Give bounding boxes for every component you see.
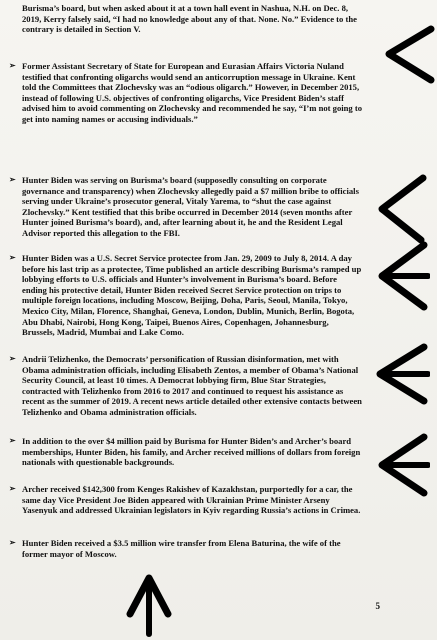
- page-number: 5: [375, 601, 380, 611]
- bullet-item-payments: [9, 436, 363, 468]
- bullet-arrow-icon: ➢: [9, 484, 16, 493]
- bullet-arrow-icon: ➢: [9, 354, 16, 363]
- bullet-item-rakishev: [9, 484, 363, 516]
- paragraph-text: Hunter Biden received a $3.5 million wire transfer from Elena Baturina, the wife of the former mayor of Moscow.: [22, 538, 341, 559]
- paragraph-text: Former Assistant Secretary of State for European and Eurasian Affairs Victoria Nuland testified that confronting oligarchs would send an anticorruption message in Ukraine. Kent told the Committees that Zlochevsky was an “odious oligarch.” However, in December 2015, instead of following U.S. objectives of confronting oligarchs, Vice President Biden’s staff advised him to avoid commenting on Zlochevsky and recommended he say, “I’m not going to get into naming names or accusing individuals.”: [22, 61, 363, 124]
- paragraph-continuation: [22, 3, 363, 35]
- bullet-arrow-icon: ➢: [9, 61, 16, 70]
- bullet-arrow-icon: ➢: [9, 436, 16, 445]
- bullet-arrow-icon: ➢: [9, 538, 16, 547]
- bullet-arrow-icon: ➢: [9, 175, 16, 184]
- bullet-arrow-icon: ➢: [9, 253, 16, 262]
- paragraph-text: Hunter Biden was serving on Burisma’s board (supposedly consulting on corporate governance and transparency) when Zlochevsky allegedly paid a $7 million bribe to officials serving under Ukraine’s prosecutor general, Vitaly Yarema, to “shut the case against Zlochevsky.” Kent testified that this bribe occurred in December 2014 (seven months after Hunter joined Burisma’s board), and, after learning about it, he and the Resident Legal Advisor reported this allegation to the FBI.: [22, 175, 359, 238]
- paragraph-text: Hunter Biden was a U.S. Secret Service protectee from Jan. 29, 2009 to July 8, 2014. A day before his last trip as a protectee, Time published an article describing Burisma’s ramped up lobbying efforts to U.S. officials and Hunter’s involvement in Burisma’s board. Before ending his protective detail, Hunter Biden received Secret Service protection on trips to multiple foreign locations, including Moscow, Beijing, Doha, Paris, Seoul, Manila, Tokyo, Mexico City, Milan, Florence, Shanghai, Geneva, London, Dublin, Munich, Berlin, Bogota, Abu Dhabi, Nairobi, Hong Kong, Taipei, Buenos Aires, Copenhagen, Johannesburg, Brussels, Madrid, Mumbai and Lake Como.: [22, 253, 362, 338]
- bullet-item-baturina: [9, 538, 363, 559]
- left-arrow-icon: [383, 24, 435, 84]
- left-arrow-icon: [374, 432, 430, 498]
- paragraph-text: Archer received $142,300 from Kenges Rakishev of Kazakhstan, purportedly for a car, the same day Vice President Joe Biden appeared with Ukrainian Prime Minister Arseny Yasenyuk and addressed Ukrainian legislators in Kyiv regarding Russia’s actions in Crimea.: [22, 484, 361, 516]
- left-arrow-icon: [376, 173, 428, 245]
- left-arrow-icon: [372, 342, 430, 406]
- bullet-item-bribe: [9, 175, 363, 239]
- bullet-item-nuland: [9, 61, 363, 125]
- up-arrow-icon: [124, 572, 174, 638]
- bullet-item-secret-service: [9, 253, 363, 338]
- paragraph-text: Burisma’s board, but when asked about it at a town hall event in Nashua, N.H. on Dec. 8, 2019, Kerry falsely said, “I had no knowledge about any of that. None. No.” Evidence to the contrary is detailed in Section V.: [22, 3, 357, 35]
- paragraph-text: In addition to the over $4 million paid by Burisma for Hunter Biden’s and Archer’s board memberships, Hunter Biden, his family, and Archer received millions of dollars from foreign nationals with questionable backgrounds.: [22, 436, 361, 468]
- bullet-item-telizhenko: [9, 354, 363, 418]
- left-arrow-icon: [374, 240, 430, 312]
- paragraph-text: Andrii Telizhenko, the Democrats’ personification of Russian disinformation, met with Obama administration officials, including Elisabeth Zentos, a member of Obama’s National Security Council, at least 10 times. A Democrat lobbying firm, Blue Star Strategies, contracted with Telizhenko from 2016 to 2017 and continued to request his assistance as recent as the summer of 2019. A recent news article detailed other extensive contacts between Telizhenko and Obama administration officials.: [22, 354, 362, 417]
